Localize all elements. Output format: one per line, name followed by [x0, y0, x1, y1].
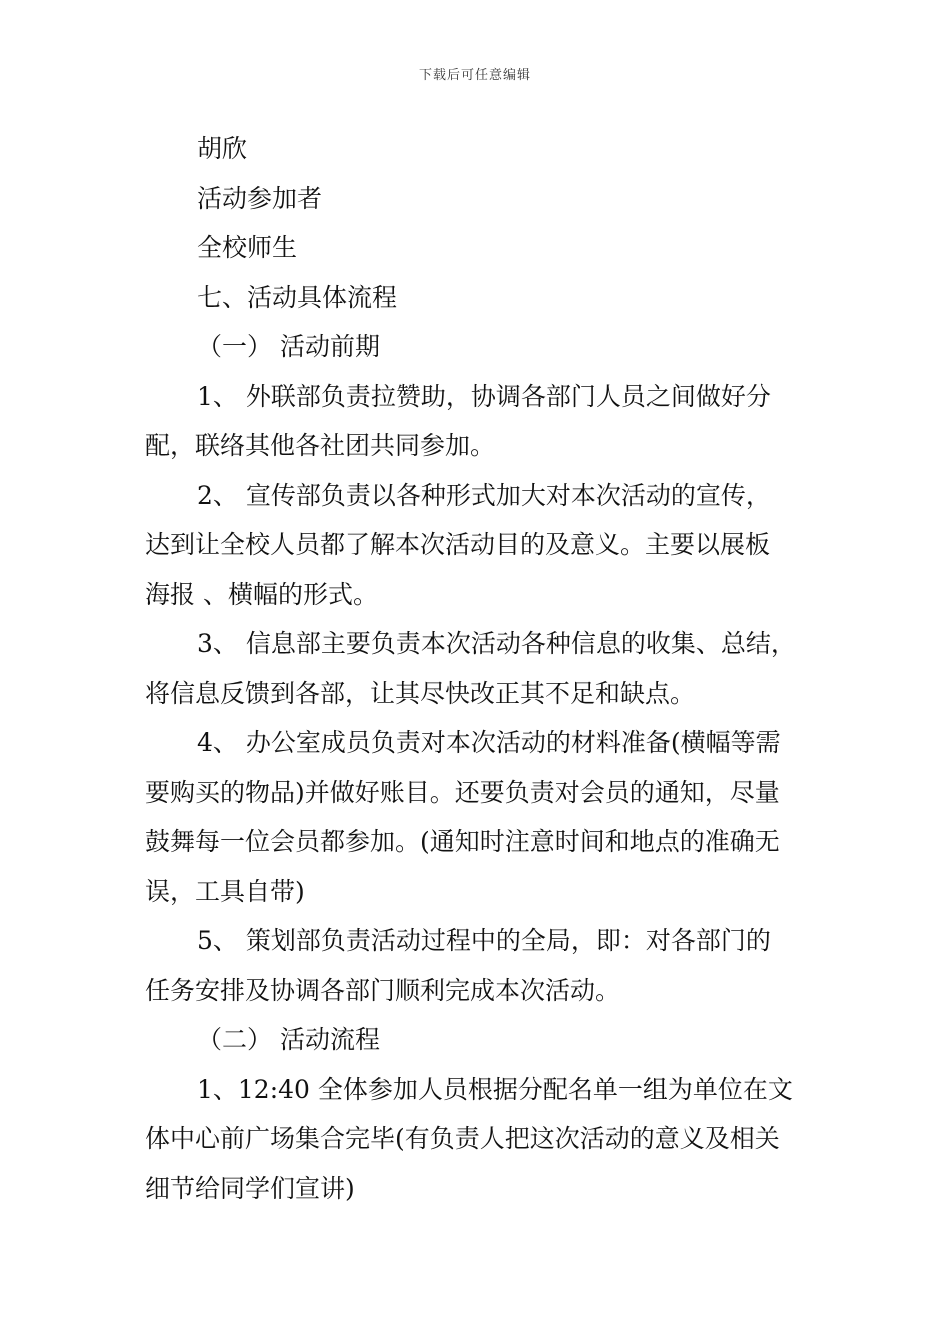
page-header: 下载后可任意编辑	[418, 68, 531, 83]
body-line: 任务安排及协调各部门顺利完成本次活动。	[145, 975, 621, 1005]
body-line: 要购买的物品)并做好账目。还要负责对会员的通知，尽量	[145, 777, 780, 807]
body-line: 5、 策划部负责活动过程中的全局，即：对各部门的	[197, 926, 771, 955]
body-line: 误，工具自带)	[145, 876, 305, 906]
section-heading: 七、活动具体流程	[197, 282, 398, 312]
body-line: 细节给同学们宣讲)	[145, 1173, 355, 1203]
body-line: 4、 办公室成员负责对本次活动的材料准备(横幅等需	[197, 728, 781, 757]
body-line: 体中心前广场集合完毕(有负责人把这次活动的意义及相关	[145, 1124, 780, 1153]
body-line: 2、 宣传部负责以各种形式加大对本次活动的宣传，	[197, 480, 771, 510]
subsection-heading: （二） 活动流程	[197, 1025, 380, 1054]
body-line: 达到让全校人员都了解本次活动目的及意义。主要以展板	[145, 530, 771, 559]
body-line: 胡欣	[197, 134, 248, 163]
subsection-heading: （一） 活动前期	[197, 332, 380, 361]
document-body	[145, 124, 810, 1213]
body-line: 鼓舞每一位会员都参加。(通知时注意时间和地点的准确无	[145, 827, 780, 856]
body-line: 1、12:40 全体参加人员根据分配名单一组为单位在文	[197, 1074, 793, 1104]
body-line: 配，联络其他各社团共同参加。	[145, 431, 496, 460]
body-line: 全校师生	[197, 233, 298, 262]
body-line: 将信息反馈到各部，让其尽快改正其不足和缺点。	[145, 678, 696, 708]
body-line: 3、 信息部主要负责本次活动各种信息的收集、总结，	[197, 629, 796, 658]
body-line: 海报 、横幅的形式。	[145, 579, 378, 609]
body-line: 1、 外联部负责拉赞助，协调各部门人员之间做好分	[197, 381, 771, 411]
body-line: 活动参加者	[197, 183, 323, 213]
